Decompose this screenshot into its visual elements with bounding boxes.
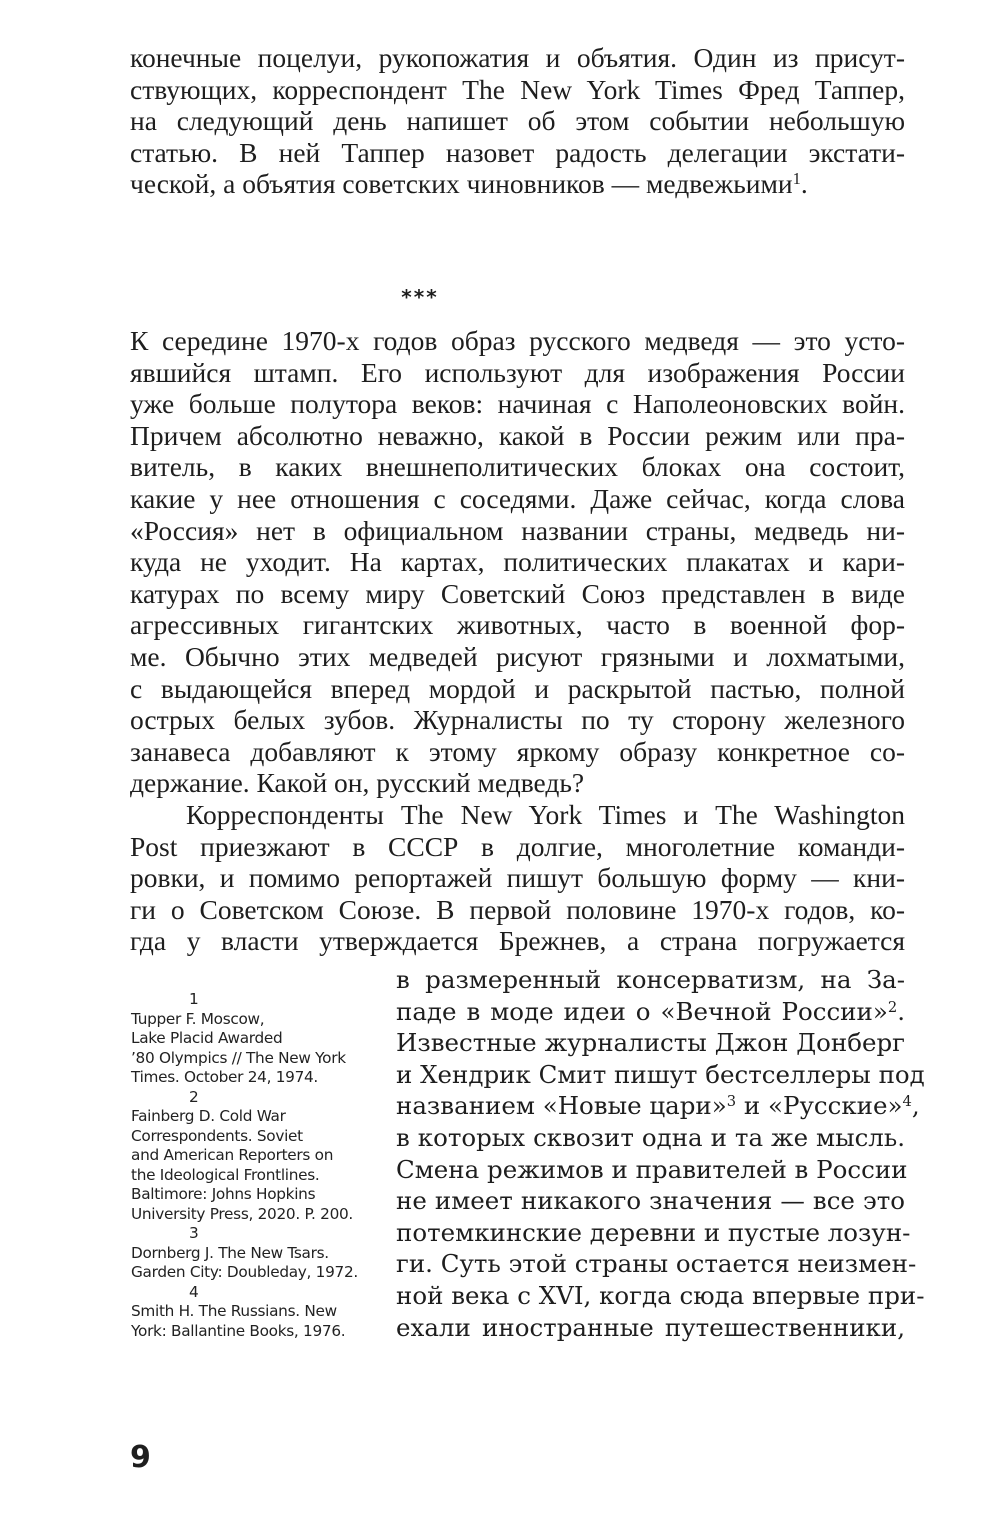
text-line: «Россия» нет в официальном названии страны, медведь ни- <box>130 514 905 546</box>
side-text-column <box>396 964 925 1343</box>
text-line: держание. Какой он, русский медведь? <box>130 767 585 799</box>
footnote-number: 4 <box>189 1282 199 1301</box>
text-fragment: , <box>911 1091 920 1121</box>
text-line: не имеет никакого значения — все это <box>396 1186 905 1216</box>
text-fragment: ческой, а объятия советских чиновников — медвежьими <box>130 168 793 200</box>
paragraph-1 <box>130 325 905 799</box>
text-line: в которых сквозит одна и та же мысль. <box>396 1122 905 1152</box>
top-paragraph <box>130 42 905 200</box>
text-line: Post приезжают в СССР в долгие, многолетние команди- <box>130 830 905 862</box>
footnote-line: Garden City: Doubleday, 1972. <box>131 1263 358 1281</box>
footnote-number: 3 <box>189 1224 199 1242</box>
text-line: агрессивных гигантских животных, часто в военной фор- <box>130 609 905 641</box>
paragraph-2 <box>130 799 905 957</box>
footnote-line: Dornberg J. The New Tsars. <box>131 1243 329 1262</box>
text-line: Смена режимов и правителей в России <box>396 1154 908 1184</box>
footnote-1 <box>131 990 381 1088</box>
footnote-ref-4: 4 <box>902 1093 912 1111</box>
text-line: ме. Обычно этих медведей рисуют грязными и лохматыми, <box>130 640 905 672</box>
text-line <box>396 996 905 1028</box>
text-fragment: . <box>897 996 905 1026</box>
footnote-line: Tupper F. Moscow, <box>131 1009 265 1028</box>
footnote-line: Baltimore: Johns Hopkins <box>131 1185 316 1203</box>
text-line: К середине 1970-х годов образ русского медведя — это усто- <box>130 325 905 356</box>
text-line: ствующих, корреспондент The New York Times Фред Таппер, <box>130 73 905 105</box>
text-line <box>130 168 905 200</box>
text-fragment: и «Русские» <box>736 1091 903 1121</box>
text-line: статью. В ней Таппер назовет радость делегации экстати- <box>130 136 905 168</box>
footnote-3 <box>131 1224 381 1283</box>
text-line: в размеренный консерватизм, на За- <box>396 965 905 994</box>
footnote-line: Lake Placid Awarded <box>131 1029 283 1047</box>
text-line: явшийся штамп. Его используют для изображения России <box>130 356 905 388</box>
text-line: на следующий день напишет об этом событии небольшую <box>130 105 905 137</box>
text-line: потемкинские деревни и пустые лозун- <box>396 1217 911 1247</box>
footnote-line: Fainberg D. Cold War <box>131 1107 286 1125</box>
text-line: уже больше полутора веков: начиная с Наполеоновских войн. <box>130 388 905 420</box>
text-line: занавеса добавляют к этому яркому образу конкретное со- <box>130 735 905 767</box>
text-line: ги о Советском Союзе. В первой половине 1970-х годов, ко- <box>130 893 905 925</box>
text-line: Корреспонденты The New York Times и The Washington <box>186 798 905 830</box>
text-line: ной века с XVI, когда сюда впервые при- <box>396 1280 925 1310</box>
footnote-4 <box>131 1283 381 1342</box>
footnote-ref-2: 2 <box>887 998 898 1016</box>
footnotes <box>131 990 381 1341</box>
text-line: катурах по всему миру Советский Союз представлен в виде <box>130 577 905 609</box>
text-line: ровки, и помимо репортажей пишут большую форму — кни- <box>130 862 905 894</box>
text-line: ги. Суть этой страны остается неизмен- <box>396 1249 917 1279</box>
main-text <box>130 325 905 957</box>
footnote-line: Correspondents. Soviet <box>131 1126 303 1145</box>
footnote-line: the Ideological Frontlines. <box>131 1165 320 1184</box>
text-line: ехали иностранные путешественники, <box>396 1312 905 1342</box>
footnote-ref-3: 3 <box>726 1093 737 1111</box>
section-separator: *** <box>401 285 439 309</box>
text-line <box>396 1090 920 1122</box>
text-fragment: паде в моде идеи о «Вечной России» <box>396 996 888 1026</box>
footnote-line: York: Ballantine Books, 1976. <box>131 1321 346 1340</box>
text-fragment: названием «Новые цари» <box>396 1091 727 1121</box>
footnote-number: 1 <box>189 990 199 1008</box>
text-line: гда у власти утверждается Брежнев, а страна погружается <box>130 925 905 957</box>
text-line: с выдающейся вперед мордой и раскрытой пастью, полной <box>130 672 905 704</box>
footnote-line: and American Reporters on <box>131 1146 334 1164</box>
footnote-2 <box>131 1088 381 1225</box>
text-line: Причем абсолютно неважно, какой в России режим или пра- <box>130 419 905 451</box>
text-line: острых белых зубов. Журналисты по ту сторону железного <box>130 704 905 736</box>
text-line: и Хендрик Смит пишут бестселлеры под <box>396 1059 925 1089</box>
text-line: конечные поцелуи, рукопожатия и объятия. Один из присут- <box>130 42 905 73</box>
footnote-line: ’80 Olympics // The New York <box>131 1048 346 1067</box>
text-fragment: . <box>800 168 808 200</box>
footnote-ref-1: 1 <box>792 169 801 189</box>
footnote-number: 2 <box>189 1087 199 1106</box>
text-line: какие у нее отношения с соседями. Даже сейчас, когда слова <box>130 482 905 514</box>
text-line: витель, в каких внешнеполитических блоках она состоит, <box>130 451 905 483</box>
footnote-line: Smith H. The Russians. New <box>131 1302 337 1320</box>
footnote-line: Times. October 24, 1974. <box>131 1068 318 1086</box>
footnote-line: University Press, 2020. P. 200. <box>131 1204 353 1223</box>
text-line: Известные журналисты Джон Донберг <box>396 1028 905 1058</box>
text-line: куда не уходит. На картах, политических плакатах и кари- <box>130 546 905 578</box>
page-number: 9 <box>130 1440 151 1475</box>
